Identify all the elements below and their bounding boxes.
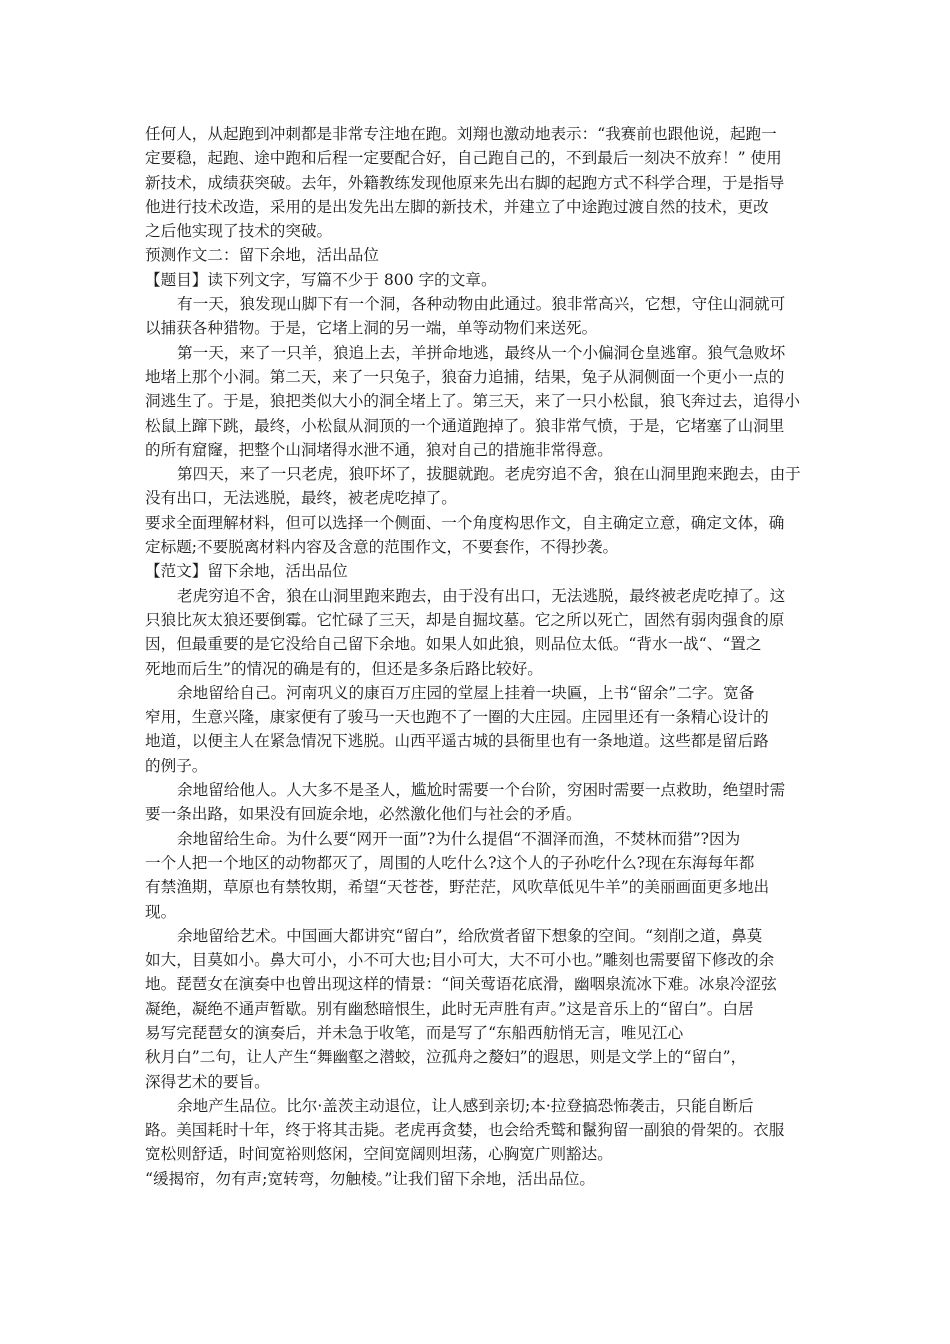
text-line: 易写完琵琶女的演奏后，并未急于收笔，而是写了“东船西舫悄无言，唯见江心 <box>145 1023 684 1042</box>
text-line: 的所有窟窿，把整个山洞堵得水泄不通，狼对自己的措施非常得意。 <box>145 440 613 459</box>
text-line: 他进行技术改造，采用的是出发先出左脚的新技术，并建立了中途跑过渡自然的技术，更改 <box>145 197 769 216</box>
text-line: 老虎穷追不舍，狼在山洞里跑来跑去，由于没有出口，无法逃脱，最终被老虎吃掉了。这 <box>177 586 786 605</box>
text-line: 定要稳，起跑、途中跑和后程一定要配合好，自己跑自己的，不到最后一刻决不放弃！” 使用 <box>145 149 782 168</box>
text-line: 有一天，狼发现山脚下有一个洞，各种动物由此通过。狼非常高兴，它想，守住山洞就可 <box>177 295 786 314</box>
text-line: 有禁渔期，草原也有禁牧期，希望“天苍苍，野茫茫，风吹草低见牛羊”的美丽画面更多地出 <box>145 878 770 897</box>
text-line: 如大，目莫如小。鼻大可小，小不可大也;目小可大，大不可小也。”雕刻也需要留下修改的余 <box>145 951 775 970</box>
text-line: 余地留给生命。为什么要“网开一面”?为什么提倡“不涸泽而渔，不焚林而猎”?因为 <box>177 829 741 848</box>
text-line: 一个人把一个地区的动物都灭了，周围的人吃什么?这个人的子孙吃什么?现在东海每年都 <box>145 853 755 872</box>
text-line: 松鼠上蹿下跳，最终，小松鼠从洞顶的一个通道跑掉了。狼非常气愤，于是，它堵塞了山洞里 <box>145 416 785 435</box>
text-line: 的例子。 <box>145 756 208 775</box>
text-line: 地堵上那个小洞。第二天，来了一只兔子，狼奋力追捕，结果，兔子从洞侧面一个更小一点的 <box>145 367 785 386</box>
text-line: 地道，以便主人在紧急情况下逃脱。山西平遥古城的县衙里也有一条地道。这些都是留后路 <box>145 732 769 751</box>
text-line: 之后他实现了技术的突破。 <box>145 222 333 241</box>
text-line: 窄用，生意兴隆，康家便有了骏马一天也跑不了一圈的大庄园。庄园里还有一条精心设计的 <box>145 708 769 727</box>
text-line: 新技术，成绩获突破。去年，外籍教练发现他原来先出右脚的起跑方式不科学合理，于是指导 <box>145 173 785 192</box>
text-line: 路。美国耗时十年，终于将其击毙。老虎再贪婪，也会给秃鹫和鬣狗留一副狼的骨架的。衣服 <box>145 1121 785 1140</box>
text-line: 第四天，来了一只老虎，狼吓坏了，拔腿就跑。老虎穷追不舍，狼在山洞里跑来跑去，由于 <box>177 465 801 484</box>
text-line: 深得艺术的要旨。 <box>145 1072 270 1091</box>
text-line: 要求全面理解材料，但可以选择一个侧面、一个角度构思作文，自主确定立意，确定文体，确 <box>145 513 785 532</box>
text-line: 任何人，从起跑到冲刺都是非常专注地在跑。刘翔也激动地表示：“我赛前也跟他说，起跑一 <box>145 125 777 143</box>
text-line: 预测作文二：留下余地，活出品位 <box>145 246 379 265</box>
text-line: 洞逃生了。于是，狼把类似大小的洞全堵上了。第三天，来了一只小松鼠，狼飞奔过去，追得小 <box>145 392 800 411</box>
text-line: 因，但最重要的是它没给自己留下余地。如果人如此狼，则品位太低。“背水一战“、“置之 <box>145 635 762 654</box>
text-line: 没有出口，无法逃脱，最终，被老虎吃掉了。 <box>145 489 457 508</box>
text-line: 秋月白”二句，让人产生“舞幽壑之潜蛟，泣孤舟之嫠妇”的遐思，则是文学上的“留白”， <box>145 1048 747 1067</box>
text-line: 余地留给艺术。中国画大都讲究“留白”，给欣赏者留下想象的空间。“刻削之道，鼻莫 <box>177 926 763 945</box>
text-line: 只狼比灰太狼还要倒霉。它忙碌了三天，却是自掘坟墓。它之所以死亡，固然有弱肉强食的原 <box>145 610 785 629</box>
document-page <box>145 122 815 1191</box>
text-line: 地。琵琶女在演奏中也曾出现这样的情景：“间关莺语花底滑，幽咽泉流冰下难。冰泉冷涩弦 <box>145 975 777 994</box>
text-line: 【范文】留下余地，活出品位 <box>145 562 348 581</box>
text-line: 第一天，来了一只羊，狼追上去，羊拼命地逃，最终从一个小偏洞仓皇逃窜。狼气急败坏 <box>177 343 786 362</box>
text-line: 【题目】读下列文字，写篇不少于 800 字的文章。 <box>145 270 497 289</box>
text-line: 余地产生品位。比尔·盖茨主动退位，让人感到亲切;本·拉登搞恐怖袭击，只能自断后 <box>177 1096 754 1115</box>
text-line: “缓揭帘，勿有声;宽转弯，勿触棱。”让我们留下余地，活出品位。 <box>145 1169 596 1188</box>
text-line: 余地留给自己。河南巩义的康百万庄园的堂屋上挂着一块匾，上书“留余”二字。宽备 <box>177 683 755 702</box>
text-line: 以捕获各种猎物。于是，它堵上洞的另一端，单等动物们来送死。 <box>145 319 598 338</box>
text-line: 现。 <box>145 902 177 921</box>
text-line: 死地而后生”的情况的确是有的，但还是多条后路比较好。 <box>145 659 543 678</box>
text-line: 余地留给他人。人大多不是圣人，尴尬时需要一个台阶，穷困时需要一点救助，绝望时需 <box>177 781 786 800</box>
text-line: 凝绝，凝绝不通声暂歇。别有幽愁暗恨生，此时无声胜有声。”这是音乐上的“留白”。白居 <box>145 999 754 1018</box>
text-line: 要一条出路，如果没有回旋余地，必然激化他们与社会的矛盾。 <box>145 805 582 824</box>
text-line: 定标题;不要脱离材料内容及含意的范围作文，不要套作，不得抄袭。 <box>145 538 619 557</box>
text-line: 宽松则舒适，时间宽裕则悠闲，空间宽阔则坦荡，心胸宽广则豁达。 <box>145 1145 613 1164</box>
